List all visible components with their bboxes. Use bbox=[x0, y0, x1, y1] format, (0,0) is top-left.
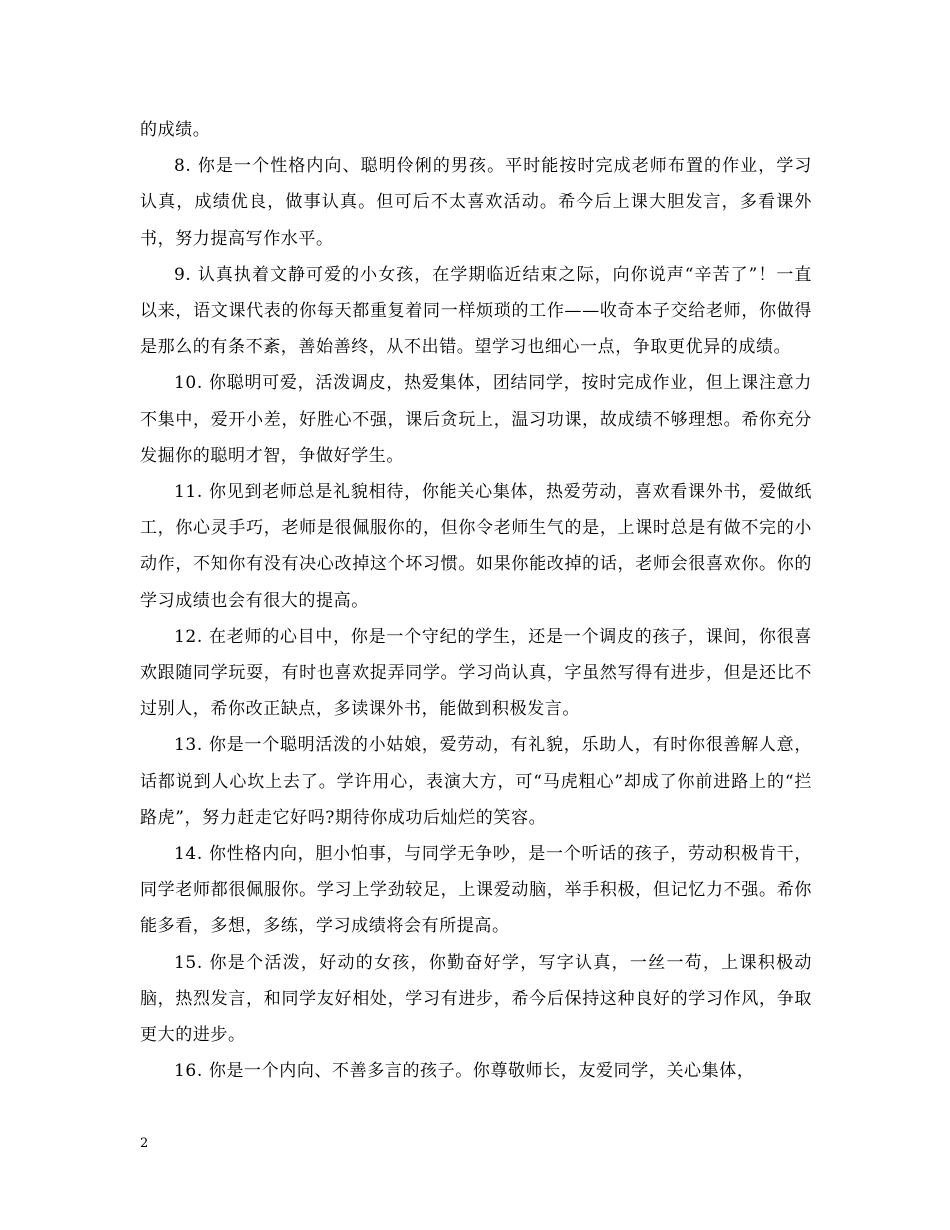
paragraph: 的成绩。 bbox=[140, 120, 211, 140]
paragraph: 16. 你是一个内向、不善多言的孩子。你尊敬师长，友爱同学，关心集体， bbox=[174, 1061, 755, 1082]
paragraph: 11. 你见到老师总是礼貌相待，你能关心集体，热爱劳动，喜欢看课外书，爱做纸工，你心灵手巧，老师是很佩服你的，但你令老师生气的是，上课时总是有做不完的小动作，不知你有没有决心改掉这个坏习惯。如果你能改掉的话，老师会很喜欢你。你的学习成绩也会有很大的提高。 bbox=[140, 482, 812, 611]
paragraph: 8. 你是一个性格内向、聪明伶俐的男孩。平时能按时完成老师布置的作业，学习认真，成绩优良，做事认真。但可后不太喜欢活动。希今后上课大胆发言，多看课外书，努力提高写作水平。 bbox=[140, 156, 812, 249]
paragraph: 9. 认真执着文静可爱的小女孩，在学期临近结束之际，向你说声“辛苦了”！一直以来，语文课代表的你每天都重复着同一样烦琐的工作——收奇本子交给老师，你做得是那么的有条不紊，善始善终，从不出错。望学习也细心一点，争取更优异的成绩。 bbox=[140, 264, 812, 358]
paragraph: 12. 在老师的心目中，你是一个守纪的学生，还是一个调皮的孩子，课间，你很喜欢跟随同学玩耍，有时也喜欢捉弄同学。学习尚认真，字虽然写得有进步，但是还比不过别人，希你改正缺点，多读课外书，能做到积极发言。 bbox=[140, 626, 812, 720]
document-body bbox=[140, 112, 812, 1089]
paragraph: 13. 你是一个聪明活泼的小姑娘，爱劳动，有礼貌，乐助人，有时你很善解人意，话都说到人心坎上去了。学许用心，表演大方，可“马虎粗心”却成了你前进路上的“拦路虎”，努力赶走它好吗?期待你成功后灿烂的笑容。 bbox=[140, 735, 812, 828]
paragraph: 14. 你性格内向，胆小怕事，与同学无争吵，是一个听话的孩子，劳动积极肯干，同学老师都很佩服你。学习上学劲较足，上课爱动脑，举手积极，但记忆力不强。希你能多看，多想，多练，学习成绩将会有所提高。 bbox=[140, 844, 812, 937]
page-number: 2 bbox=[140, 1136, 149, 1151]
paragraph: 15. 你是个活泼，好动的女孩，你勤奋好学，写字认真，一丝一苟，上课积极动脑，热烈发言，和同学友好相处，学习有进步，希今后保持这种良好的学习作风，争取更大的进步。 bbox=[140, 952, 812, 1046]
paragraph: 10. 你聪明可爱，活泼调皮，热爱集体，团结同学，按时完成作业，但上课注意力不集中，爱开小差，好胜心不强，课后贪玩上，温习功课，故成绩不够理想。希你充分发掘你的聪明才智，争做好学生。 bbox=[140, 373, 812, 466]
